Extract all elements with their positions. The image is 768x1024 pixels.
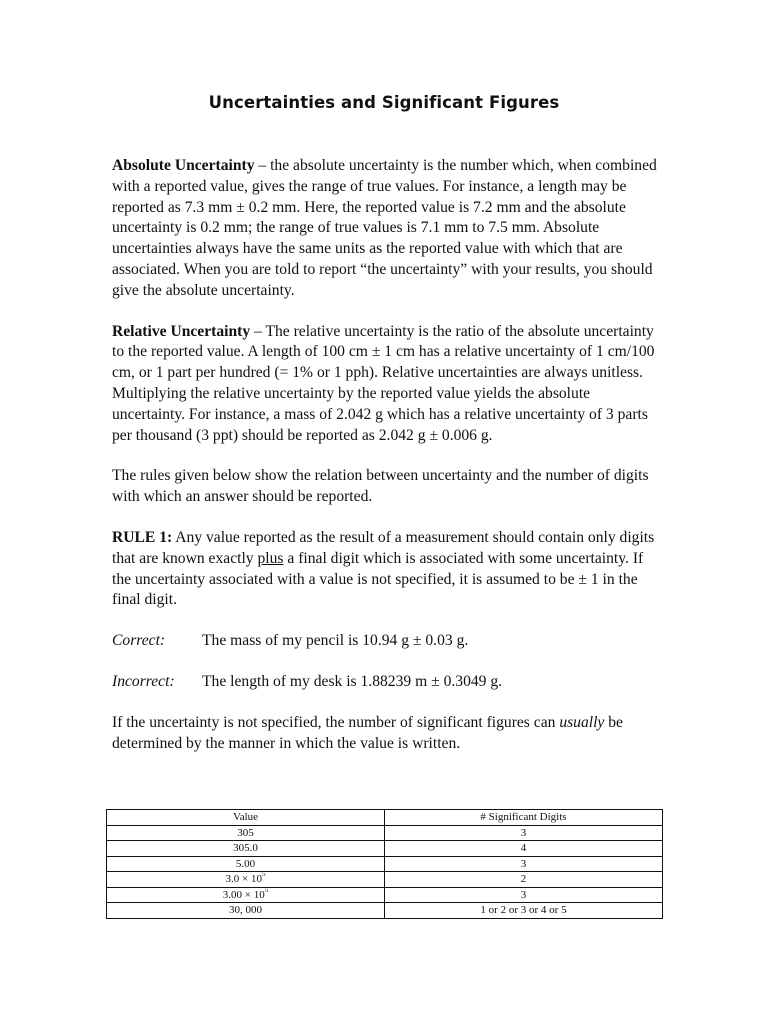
relative-uncertainty-paragraph xyxy=(112,322,657,447)
header-digits: # Significant Digits xyxy=(385,810,663,826)
rule-1-paragraph xyxy=(112,528,657,611)
absolute-uncertainty-paragraph xyxy=(112,156,657,302)
rule-1-text-a: Any value reported as the result of a measurement should contain only digits that are known exactly xyxy=(112,528,655,567)
cell-value-exponent: 5 xyxy=(264,885,269,894)
header-value: Value xyxy=(107,810,385,826)
cell-value: 30, 000 xyxy=(107,903,385,919)
cell-digits: 2 xyxy=(385,872,663,888)
cell-value-exponent: 5 xyxy=(261,870,266,879)
rule-1-plus: plus xyxy=(257,549,284,567)
correct-example xyxy=(112,631,657,652)
correct-text: The mass of my pencil is 10.94 g ± 0.03 g. xyxy=(202,632,469,650)
incorrect-label: Incorrect: xyxy=(112,672,175,690)
cell-digits: 3 xyxy=(385,856,663,872)
rules-intro-paragraph: The rules given below show the relation between uncertainty and the number of digits with which an answer should be reported. xyxy=(112,467,649,506)
sigfig-usually: usually xyxy=(559,713,605,731)
table-row xyxy=(107,887,663,903)
cell-value: 305.0 xyxy=(107,841,385,857)
absolute-uncertainty-text: – the absolute uncertainty is the number which, when combined with a reported value, gives the range of true values. For instance, a length may be reported as 7.3 mm ± 0.2 mm. Here, the reported value is 7.2 mm and the absolute uncertainty is 0.2 mm; the range of true values is 7.1 mm to 7.5 mm. Absolute uncertainties always have the same units as the reported value with which that are associated. When you are told to report “the uncertainty” with your results, you should give the absolute uncertainty. xyxy=(112,157,657,299)
cell-digits: 1 or 2 or 3 or 4 or 5 xyxy=(385,903,663,919)
cell-value xyxy=(107,872,385,888)
cell-value xyxy=(107,887,385,903)
incorrect-text: The length of my desk is 1.88239 m ± 0.3049 g. xyxy=(202,672,503,690)
relative-uncertainty-term: Relative Uncertainty xyxy=(112,322,251,340)
table-row xyxy=(107,841,663,857)
cell-value-base: 3.0 × 10 xyxy=(225,873,262,886)
table-row xyxy=(107,856,663,872)
table-row xyxy=(107,903,663,919)
cell-value: 5.00 xyxy=(107,856,385,872)
incorrect-example xyxy=(112,672,657,693)
document-body xyxy=(112,156,657,774)
rule-1-label: RULE 1: xyxy=(112,528,173,546)
sigfig-paragraph xyxy=(112,713,657,755)
cell-value: 305 xyxy=(107,825,385,841)
absolute-uncertainty-term: Absolute Uncertainty xyxy=(112,157,255,174)
correct-label: Correct: xyxy=(112,632,166,650)
table-row xyxy=(107,825,663,841)
sigfig-text-b: be determined by the manner in which the value is written. xyxy=(112,713,623,752)
rule-1-text-b: a final digit which is associated with some uncertainty. If the uncertainty associated with a value is not specified, it is assumed to be ± 1 in the final digit. xyxy=(112,549,644,609)
table-header-row xyxy=(107,810,663,826)
cell-value-base: 3.00 × 10 xyxy=(222,888,265,901)
page-title: Uncertainties and Significant Figures xyxy=(208,93,560,112)
cell-digits: 3 xyxy=(385,825,663,841)
sigfig-text-a: If the uncertainty is not specified, the number of significant figures can xyxy=(112,713,560,731)
cell-digits: 3 xyxy=(385,887,663,903)
relative-uncertainty-text: – The relative uncertainty is the ratio of the absolute uncertainty to the reported value. A length of 100 cm ± 1 cm has a relative uncertainty of 1 cm/100 cm, or 1 part per hundred (= 1% or 1 pph). Relative uncertainties are always unitless. Multiplying the relative uncertainty by the reported value yields the absolute uncertainty. For instance, a mass of 2.042 g which has a relative uncertainty of 3 parts per thousand (3 ppt) should be reported as 2.042 g ± 0.006 g. xyxy=(112,322,655,444)
table-row xyxy=(107,872,663,888)
significant-digits-table xyxy=(106,809,663,919)
cell-digits: 4 xyxy=(385,841,663,857)
